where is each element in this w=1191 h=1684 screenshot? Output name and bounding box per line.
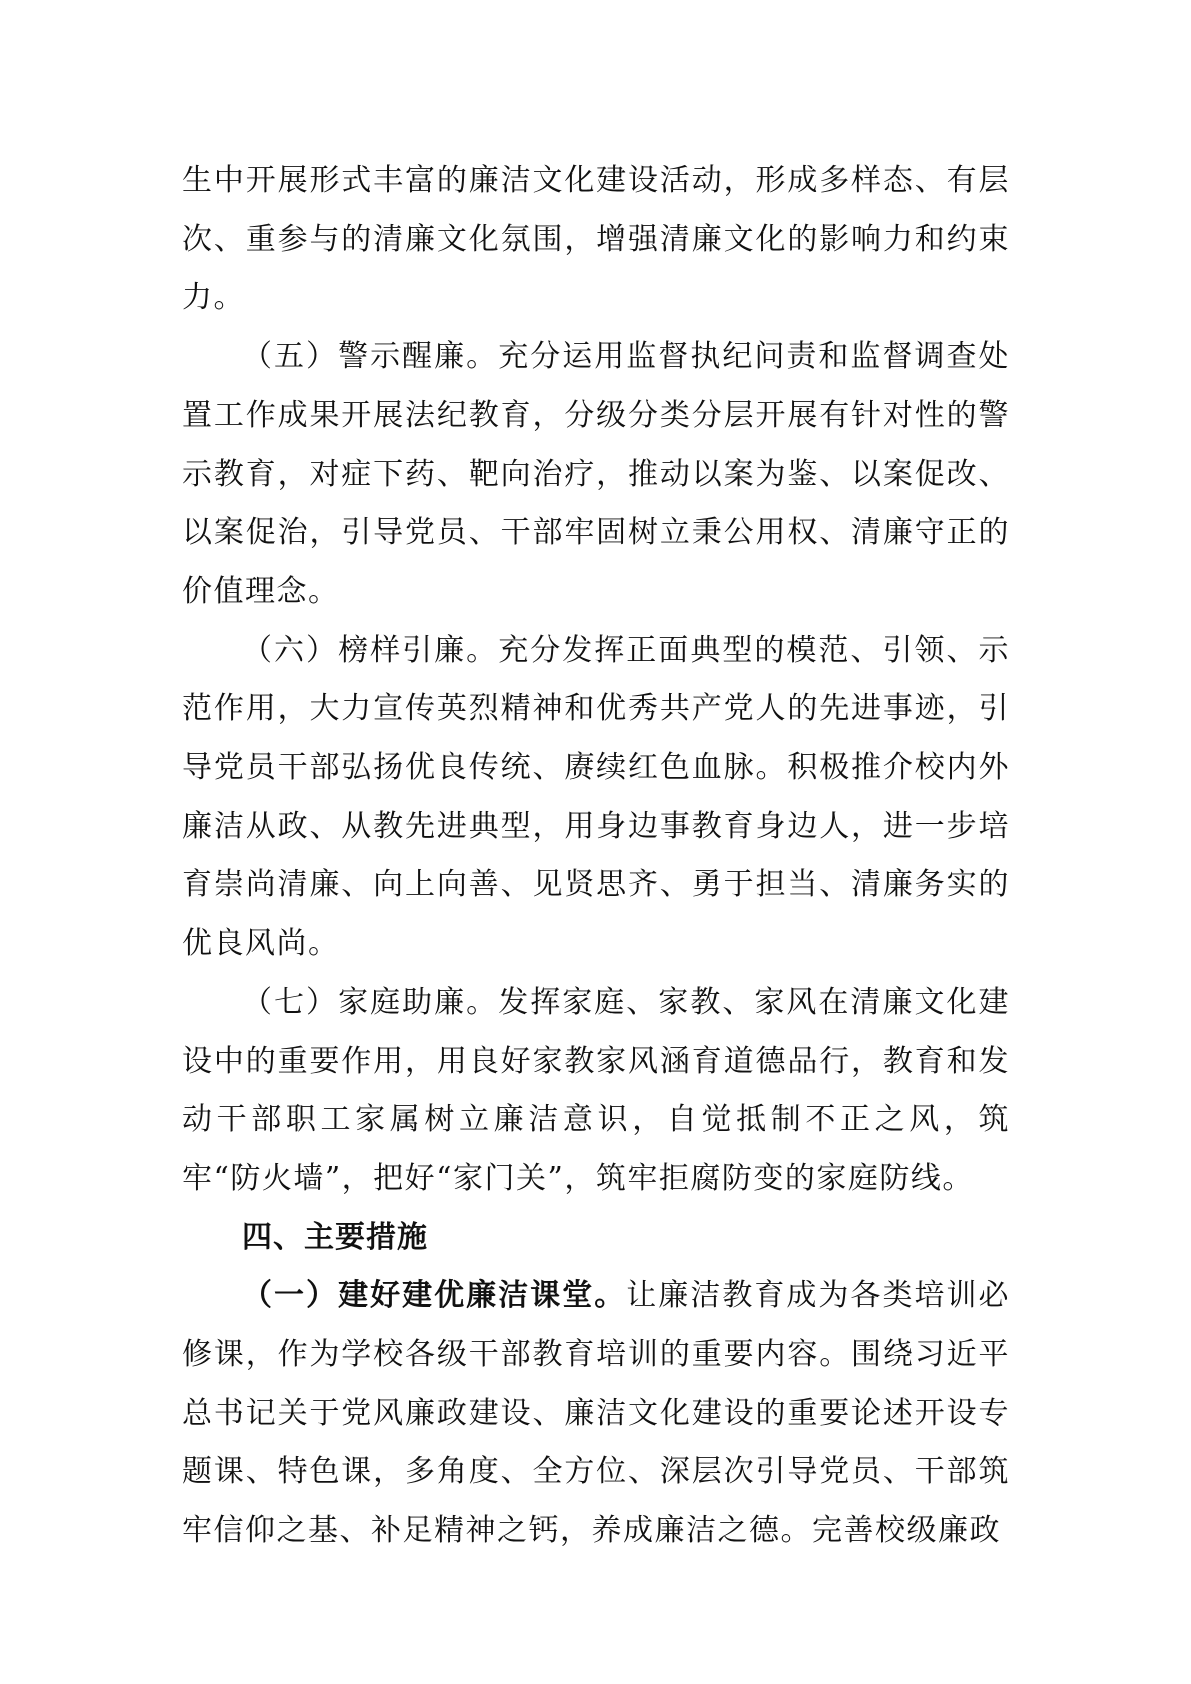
paragraph-lead-bold: （一）建好建优廉洁课堂。 [242,1278,627,1314]
paragraph-text: 发挥家庭、家教、家风在清廉文化建设中的重要作用，用良好家教家风涵育道德品行，教育和发动干部职工家属树立廉洁意识，自觉抵制不正之风，筑牢“防火墙”，把好“家门关”，筑牢拒腐防变的家庭防线。 [182,984,1011,1196]
paragraph-warning-education [182,328,1010,622]
paragraph-text: 充分发挥正面典型的模范、引领、示范作用，大力宣传英烈精神和优秀共产党人的先进事迹，引导党员干部弘扬优良传统、赓续红色血脉。积极推介校内外廉洁从政、从教先进典型，用身边事教育身边人，进一步培育崇尚清廉、向上向善、见贤思齐、勇于担当、清廉务实的优良风尚。 [182,632,1011,962]
paragraph-lead: （六）榜样引廉。 [242,632,499,668]
paragraph-role-models [182,622,1010,974]
paragraph-lead: （七）家庭助廉。 [242,984,499,1020]
paragraph-text: 生中开展形式丰富的廉洁文化建设活动，形成多样态、有层次、重参与的清廉文化氛围，增强清廉文化的影响力和约束力。 [182,163,1010,316]
paragraph-measure-one [182,1267,1010,1561]
paragraph-text: 充分运用监督执纪问责和监督调查处置工作成果开展法纪教育，分级分类分层开展有针对性的警示教育，对症下药、靶向治疗，推动以案为鉴、以案促改、以案促治，引导党员、干部牢固树立秉公用权、清廉守正的价值理念。 [182,339,1011,609]
paragraph-family-integrity [182,974,1010,1209]
document-body [182,152,1010,1561]
section-heading: 四、主要措施 [242,1219,428,1255]
paragraph-continued [182,152,1010,328]
paragraph-lead: （五）警示醒廉。 [242,339,499,375]
paragraph-text: 让廉洁教育成为各类培训必修课，作为学校各级干部教育培训的重要内容。围绕习近平总书记关于党风廉政建设、廉洁文化建设的重要论述开设专题课、特色课，多角度、全方位、深层次引导党员、干部筑牢信仰之基、补足精神之钙，养成廉洁之德。完善校级廉政 [182,1278,1011,1549]
